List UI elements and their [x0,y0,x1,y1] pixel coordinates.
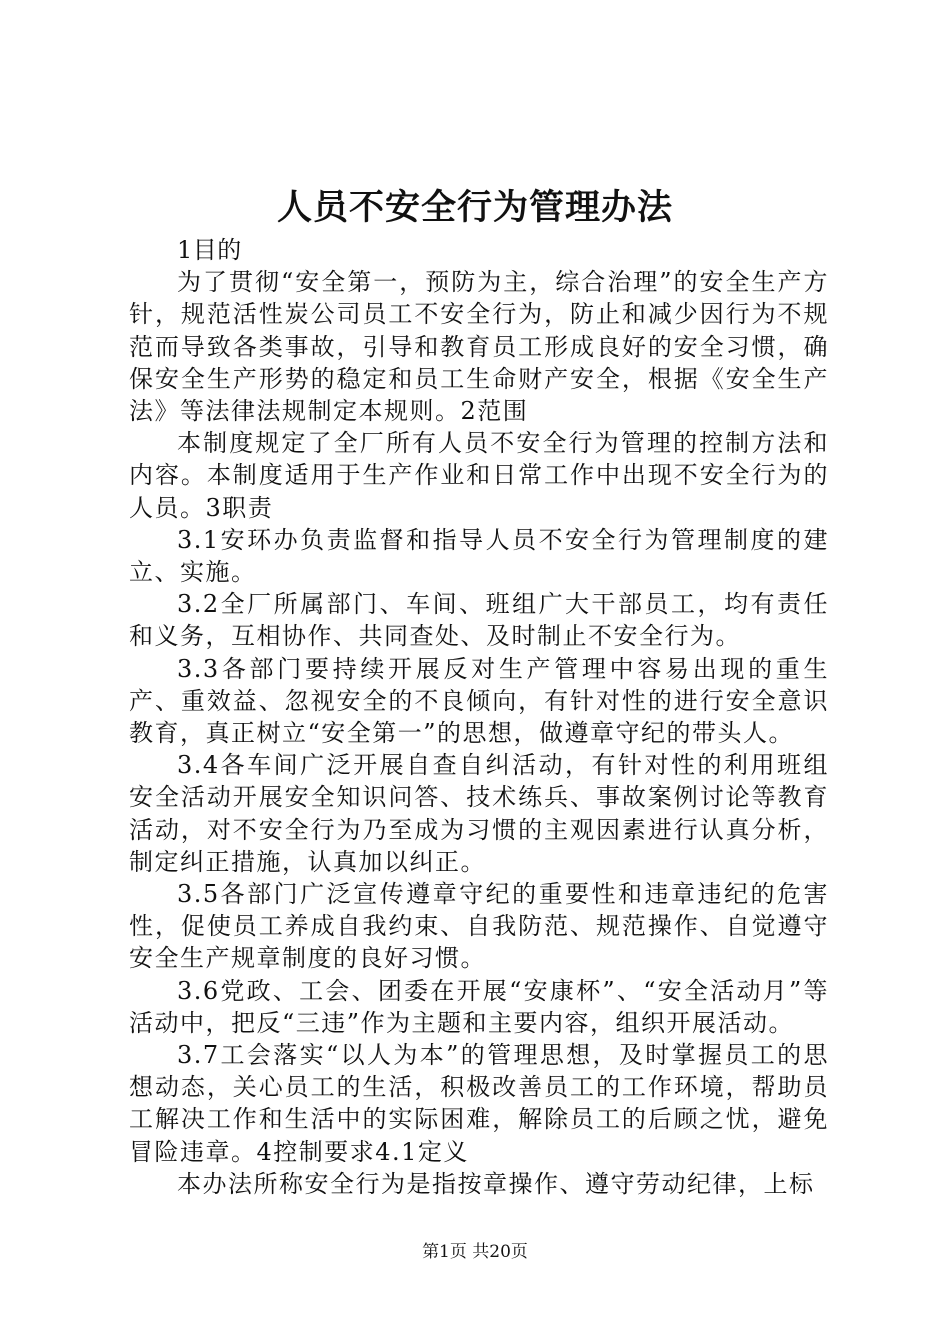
paragraph-duty-3-4: 3.4各车间广泛开展自查自纠活动，有针对性的利用班组安全活动开展安全知识问答、技术练兵、事故案例讨论等教育活动，对不安全行为乃至成为习惯的主观因素进行认真分析，制定纠正措施，认真加以纠正。 [129,751,829,876]
paragraph-definition: 本办法所称安全行为是指按章操作、遵守劳动纪律，上标 [177,1169,815,1198]
paragraph-duty-3-7: 3.7工会落实“以人为本”的管理思想，及时掌握员工的思想动态，关心员工的生活，积极改善员工的工作环境，帮助员工解决工作和生活中的实际困难，解除员工的后顾之忧，避免冒险违章。4控制要求4.1定义 [129,1041,829,1166]
paragraph-duty-3-2: 3.2全厂所属部门、车间、班组广大干部员工，均有责任和义务，互相协作、共同查处、及时制止不安全行为。 [129,590,829,651]
paragraph-duty-3-3: 3.3各部门要持续开展反对生产管理中容易出现的重生产、重效益、忽视安全的不良倾向，有针对性的进行安全意识教育，真正树立“安全第一”的思想，做遵章守纪的带头人。 [129,654,829,748]
page-number-footer: 第1页 共20页 [422,1242,528,1262]
document-body [129,234,829,1200]
paragraph-duty-3-1: 3.1安环办负责监督和指导人员不安全行为管理制度的建立、实施。 [129,525,829,587]
document-title: 人员不安全行为管理办法 [276,187,673,228]
paragraph-section-purpose-heading: 1目的 [177,236,242,264]
paragraph-purpose: 为了贯彻“安全第一，预防为主，综合治理”的安全生产方针，规范活性炭公司员工不安全行为，防止和减少因行为不规范而导致各类事故，引导和教育员工形成良好的安全习惯，确保安全生产形势的稳定和员工生命财产安全，根据《安全生产法》等法律法规制定本规则。2范围 [129,268,829,426]
paragraph-scope: 本制度规定了全厂所有人员不安全行为管理的控制方法和内容。本制度适用于生产作业和日常工作中出现不安全行为的人员。3职责 [129,429,829,522]
paragraph-duty-3-5: 3.5各部门广泛宣传遵章守纪的重要性和违章违纪的危害性，促使员工养成自我约束、自我防范、规范操作、自觉遵守安全生产规章制度的良好习惯。 [129,880,829,973]
paragraph-duty-3-6: 3.6党政、工会、团委在开展“安康杯”、“安全活动月”等活动中，把反“三违”作为主题和主要内容，组织开展活动。 [129,976,829,1037]
